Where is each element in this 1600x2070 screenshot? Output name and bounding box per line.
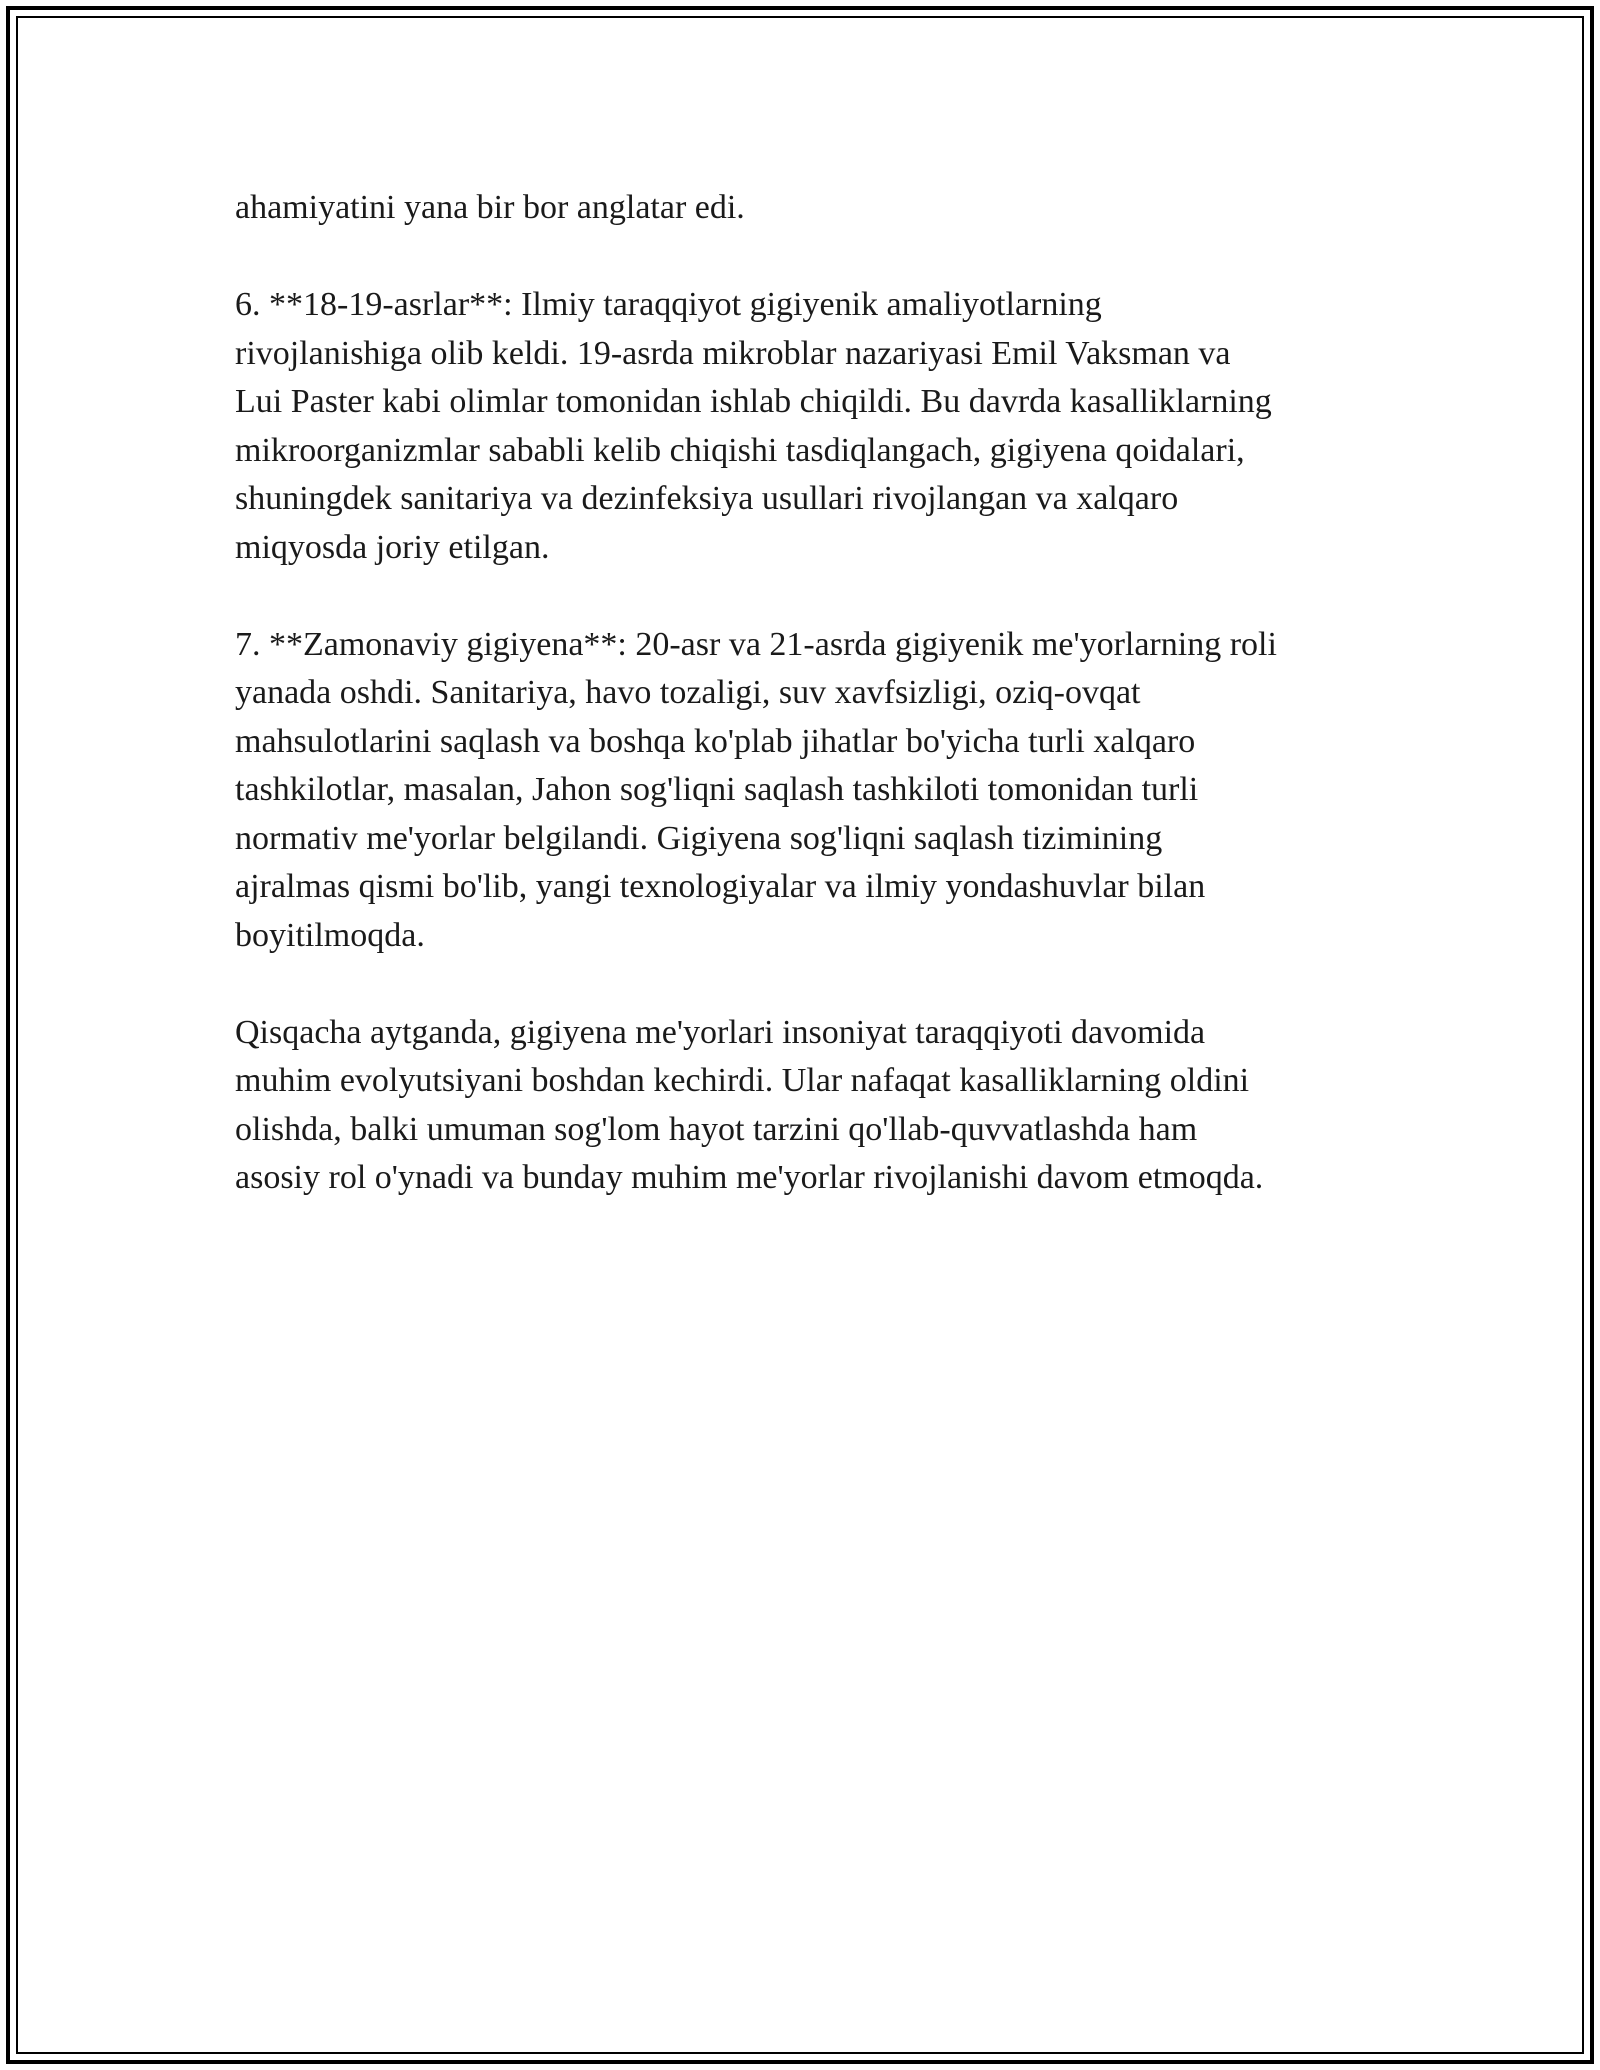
paragraph-item-7 <box>235 621 1375 961</box>
text-line: rivojlanishiga olib keldi. 19-asrda mikroblar nazariyasi Emil Vaksman va <box>235 334 1231 372</box>
text-line: boyitilmoqda. <box>235 916 425 954</box>
paragraph-spacer <box>235 960 1375 1009</box>
text-line: mahsulotlarini saqlash va boshqa ko'plab jihatlar bo'yicha turli xalqaro <box>235 722 1196 760</box>
text-line: miqyosda joriy etilgan. <box>235 528 550 566</box>
text-line: asosiy rol o'ynadi va bunday muhim me'yorlar rivojlanishi davom etmoqda. <box>235 1159 1264 1196</box>
text-line: ahamiyatini yana bir bor anglatar edi. <box>235 189 745 226</box>
text-line: ajralmas qismi bo'lib, yangi texnologiyalar va ilmiy yondashuvlar bilan <box>235 868 1206 905</box>
text-line: normativ me'yorlar belgilandi. Gigiyena sog'liqni saqlash tizimining <box>235 819 1163 857</box>
paragraph-continuation <box>235 184 1375 233</box>
text-line: tashkilotlar, masalan, Jahon sog'liqni saqlash tashkiloti tomonidan turli <box>235 771 1199 808</box>
text-line: Qisqacha aytganda, gigiyena me'yorlari insoniyat taraqqiyoti davomida <box>235 1013 1206 1051</box>
paragraph-item-6 <box>235 281 1375 572</box>
text-line: 7. **Zamonaviy gigiyena**: 20-asr va 21-asrda gigiyenik me'yorlarning roli <box>235 625 1277 663</box>
text-line: muhim evolyutsiyani boshdan kechirdi. Ular nafaqat kasalliklarning oldini <box>235 1062 1250 1099</box>
paragraph-spacer <box>235 572 1375 621</box>
text-line: yanada oshdi. Sanitariya, havo tozaligi, suv xavfsizligi, oziq-ovqat <box>235 674 1141 711</box>
text-line: 6. **18-19-asrlar**: Ilmiy taraqqiyot gigiyenik amaliyotlarning <box>235 286 1102 323</box>
document-body <box>235 184 1375 1203</box>
paragraph-spacer <box>235 233 1375 282</box>
text-line: mikroorganizmlar sababli kelib chiqishi tasdiqlangach, gigiyena qoidalari, <box>235 431 1245 469</box>
text-line: Lui Paster kabi olimlar tomonidan ishlab chiqildi. Bu davrda kasalliklarning <box>235 383 1272 420</box>
text-line: olishda, balki umuman sog'lom hayot tarzini qo'llab-quvvatlashda ham <box>235 1110 1198 1148</box>
paragraph-summary <box>235 1009 1375 1203</box>
text-line: shuningdek sanitariya va dezinfeksiya usullari rivojlangan va xalqaro <box>235 480 1179 517</box>
